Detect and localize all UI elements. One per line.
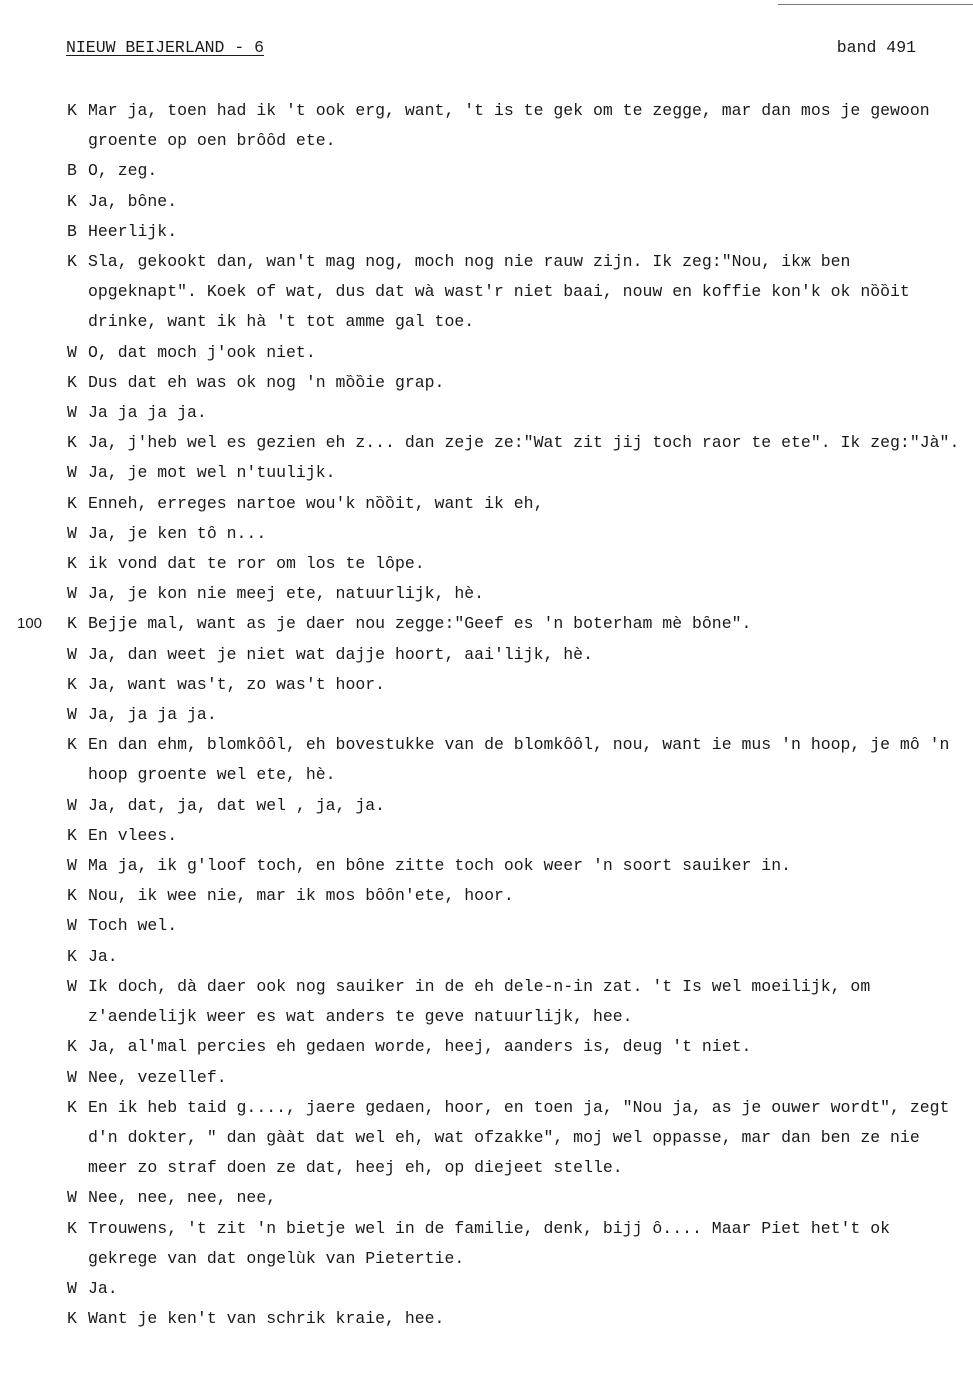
transcript-turn bbox=[0, 1304, 968, 1334]
speaker-label: B bbox=[67, 221, 77, 241]
transcript-turn bbox=[0, 398, 968, 428]
page-header bbox=[66, 38, 916, 64]
transcript-turn bbox=[0, 247, 968, 338]
transcript-turn bbox=[0, 368, 968, 398]
transcript-turn bbox=[0, 881, 968, 911]
speaker-label: W bbox=[67, 1188, 77, 1208]
utterance-text: Ja. bbox=[88, 1278, 118, 1298]
speaker-label: K bbox=[67, 1097, 77, 1117]
transcript-turn bbox=[0, 791, 968, 821]
speaker-label: K bbox=[67, 191, 77, 211]
transcript-turn bbox=[0, 670, 968, 700]
utterance-text: Ja, je mot wel n'tuulijk. bbox=[88, 463, 336, 483]
utterance-text: ik vond dat te ror om los te lȏpe. bbox=[88, 554, 425, 574]
speaker-label: W bbox=[67, 644, 77, 664]
transcript-turn bbox=[0, 1274, 968, 1304]
transcript-turn bbox=[0, 549, 968, 579]
utterance-text: Heerlijk. bbox=[88, 221, 178, 241]
transcript-turn bbox=[0, 217, 968, 247]
transcript-turn bbox=[0, 700, 968, 730]
speaker-label: W bbox=[67, 1278, 77, 1298]
utterance-text: En vlees. bbox=[88, 825, 178, 845]
speaker-label: W bbox=[67, 916, 77, 936]
utterance-text: Ja, je kon nie meej ete, natuurlijk, hè. bbox=[88, 584, 485, 604]
utterance-text: Ja, dat, ja, dat wel , ja, ja. bbox=[88, 795, 386, 815]
utterance-text: Want je ken't van schrik kraie, hee. bbox=[88, 1309, 445, 1329]
speaker-label: K bbox=[67, 735, 77, 755]
speaker-label: K bbox=[67, 825, 77, 845]
utterance-text: Mar ja, toen had ik 't ook erg, want, 't is te gek om te zegge, mar dan mos je gewoon groente op oen brȏȏd ete. bbox=[88, 101, 930, 151]
speaker-label: K bbox=[67, 886, 77, 906]
utterance-text: Ja, j'heb wel es gezien eh z... dan zeje ze:"Wat zit jij toch raor te ete". Ik zeg:"Jà". bbox=[88, 433, 960, 453]
transcript-turn bbox=[0, 458, 968, 488]
transcript-turn bbox=[0, 1093, 968, 1184]
band-number: band 491 bbox=[836, 38, 916, 57]
utterance-text: Ma ja, ik g'loof toch, en bȏne zitte toch ook weer 'n soort sauiker in. bbox=[88, 856, 792, 876]
transcript-body bbox=[0, 96, 973, 1334]
speaker-label: K bbox=[67, 674, 77, 694]
utterance-text: Ja, je ken tȏ n... bbox=[88, 523, 267, 543]
speaker-label: W bbox=[67, 342, 77, 362]
transcript-turn bbox=[0, 730, 968, 790]
utterance-text: Ja, al'mal percies eh gedaen worde, heej, aanders is, deug 't niet. bbox=[88, 1037, 752, 1057]
transcript-turn bbox=[0, 640, 968, 670]
utterance-text: Nou, ik wee nie, mar ik mos bȏȏn'ete, hoor. bbox=[88, 886, 514, 906]
transcript-turn bbox=[0, 579, 968, 609]
transcript-turn bbox=[0, 96, 968, 156]
transcript-turn bbox=[0, 338, 968, 368]
speaker-label: K bbox=[67, 252, 77, 272]
speaker-label: W bbox=[67, 403, 77, 423]
utterance-text: En ik heb taid g...., jaere gedaen, hoor, en toen ja, "Nou ja, as je ouwer wordt", zegt d'n dokter, " dan gààt dat wel eh, wat ofzakke", moj wel oppasse, mar dan ben ze nie meer zo straf doen ze dat, heej eh, op diejeet stelle. bbox=[88, 1097, 950, 1178]
utterance-text: O, dat moch j'ook niet. bbox=[88, 342, 316, 362]
transcript-turn bbox=[0, 1214, 968, 1274]
speaker-label: K bbox=[67, 946, 77, 966]
speaker-label: W bbox=[67, 584, 77, 604]
utterance-text: Ja ja ja ja. bbox=[88, 403, 207, 423]
transcript-turn bbox=[0, 851, 968, 881]
transcript-turn bbox=[0, 1063, 968, 1093]
transcript-turn bbox=[0, 942, 968, 972]
transcript-turn bbox=[0, 911, 968, 941]
speaker-label: W bbox=[67, 705, 77, 725]
speaker-label: K bbox=[67, 493, 77, 513]
utterance-text: Ja, bȏne. bbox=[88, 191, 178, 211]
transcript-turn bbox=[0, 489, 968, 519]
transcript-turn bbox=[0, 972, 968, 1032]
speaker-label: K bbox=[67, 101, 77, 120]
transcript-turn bbox=[0, 428, 968, 458]
speaker-label: B bbox=[67, 161, 77, 181]
speaker-label: W bbox=[67, 976, 77, 996]
utterance-text: Bejje mal, want as je daer nou zegge:"Geef es 'n boterham mè bȏne". bbox=[88, 614, 752, 634]
transcript-turn bbox=[0, 156, 968, 186]
utterance-text: Dus dat eh was ok nog 'n mȍȍie grap. bbox=[88, 372, 445, 392]
speaker-label: K bbox=[67, 1037, 77, 1057]
speaker-label: W bbox=[67, 523, 77, 543]
top-edge-rule bbox=[778, 4, 973, 5]
speaker-label: W bbox=[67, 795, 77, 815]
utterance-text: Ja, dan weet je niet wat dajje hoort, aai'lijk, hè. bbox=[88, 644, 593, 664]
utterance-text: Nee, nee, nee, nee, bbox=[88, 1188, 277, 1208]
utterance-text: Ja. bbox=[88, 946, 118, 966]
utterance-text: En dan ehm, blomkȏȏl, eh bovestukke van de blomkȏȏl, nou, want ie mus 'n hoop, je mȏ 'n hoop groente wel ete, hè. bbox=[88, 735, 950, 785]
transcript-turn bbox=[0, 519, 968, 549]
utterance-text: O, zeg. bbox=[88, 161, 158, 181]
speaker-label: K bbox=[67, 1218, 77, 1238]
speaker-label: K bbox=[67, 433, 77, 453]
utterance-text: Ja, ja ja ja. bbox=[88, 705, 217, 725]
utterance-text: Sla, gekookt dan, wan't mag nog, moch nog nie rauw zijn. Ik zeg:"Nou, ikж ben opgeknapt". Koek of wat, dus dat wà wast'r niet baai, nouw en koffie kon'k ok nȍȍit drinke, want ik hà 't tot amme gal toe. bbox=[88, 252, 910, 332]
page-title: NIEUW BEIJERLAND - 6 bbox=[66, 38, 265, 57]
transcript-turn bbox=[0, 1183, 968, 1213]
transcript-turn bbox=[0, 821, 968, 851]
transcript-turn bbox=[0, 609, 968, 639]
transcript-turn bbox=[0, 187, 968, 217]
speaker-label: W bbox=[67, 463, 77, 483]
speaker-label: W bbox=[67, 1067, 77, 1087]
utterance-text: Nee, vezellef. bbox=[88, 1067, 227, 1087]
line-number: 100 bbox=[17, 615, 43, 633]
speaker-label: K bbox=[67, 1309, 77, 1329]
utterance-text: Trouwens, 't zit 'n bietje wel in de familie, denk, bijj ȏ.... Maar Piet het't ok gekrege van dat ongelùk van Pietertie. bbox=[88, 1218, 891, 1268]
utterance-text: Enneh, erreges nartoe wou'k nȍȍit, want ik eh, bbox=[88, 493, 544, 513]
speaker-label: K bbox=[67, 614, 77, 634]
speaker-label: K bbox=[67, 554, 77, 574]
utterance-text: Toch wel. bbox=[88, 916, 178, 936]
utterance-text: Ik doch, dà daer ook nog sauiker in de eh dele-n-in zat. 't Is wel moeilijk, om z'aendelijk weer es wat anders te geve natuurlijk, hee. bbox=[88, 976, 871, 1027]
transcript-turn bbox=[0, 1032, 968, 1062]
speaker-label: K bbox=[67, 372, 77, 392]
speaker-label: W bbox=[67, 856, 77, 876]
utterance-text: Ja, want was't, zo was't hoor. bbox=[88, 674, 386, 694]
